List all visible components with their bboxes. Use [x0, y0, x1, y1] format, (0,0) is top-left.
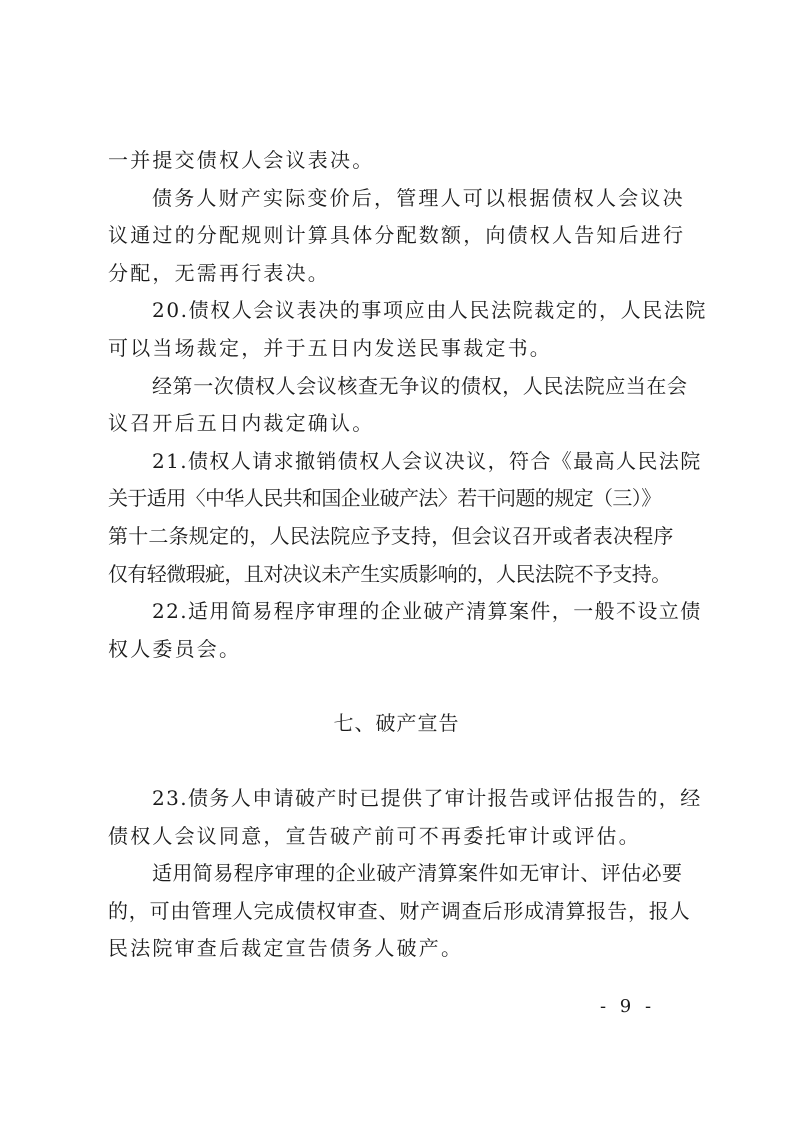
- paragraph-line: 经第一次债权人会议核查无争议的债权，人民法院应当在会: [152, 373, 688, 398]
- page-number: - 9 -: [600, 996, 656, 1017]
- paragraph-line: 21.债权人请求撤销债权人会议决议，符合《最高人民法院: [152, 448, 702, 473]
- paragraph-line: 民法院审查后裁定宣告债务人破产。: [108, 936, 464, 961]
- paragraph-line: 债务人财产实际变价后，管理人可以根据债权人会议决: [152, 185, 685, 210]
- paragraph-line: 议通过的分配规则计算具体分配数额，向债权人告知后进行: [108, 223, 686, 248]
- paragraph-line: 23.债务人申请破产时已提供了审计报告或评估报告的，经: [152, 786, 702, 810]
- paragraph-line: 债权人会议同意，宣告破产前可不再委托审计或评估。: [108, 823, 641, 848]
- paragraph-line: 第十二条规定的，人民法院应予支持，但会议召开或者表决程序: [108, 523, 674, 548]
- paragraph-line: 22.适用简易程序审理的企业破产清算案件，一般不设立债: [152, 599, 702, 624]
- paragraph-line: 可以当场裁定，并于五日内发送民事裁定书。: [108, 335, 552, 360]
- paragraph-line: 一并提交债权人会议表决。: [108, 148, 375, 172]
- paragraph-line: 议召开后五日内裁定确认。: [108, 411, 375, 436]
- paragraph-line: 的，可由管理人完成债权审查、财产调查后形成清算报告，报人: [108, 898, 691, 923]
- section-one-text: [108, 142, 708, 668]
- paragraph-line: 20.债权人会议表决的事项应由人民法院裁定的，人民法院: [152, 298, 708, 323]
- paragraph-line: 适用简易程序审理的企业破产清算案件如无审计、评估必要: [152, 861, 683, 886]
- paragraph-line: 关于适用〈中华人民共和国企业破产法〉若干问题的规定（三）》: [108, 486, 661, 511]
- section-heading: 七、破产宣告: [333, 711, 460, 735]
- paragraph-line: 仅有轻微瑕疵，且对决议未产生实质影响的，人民法院不予支持。: [108, 561, 671, 586]
- paragraph-line: 分配，无需再行表决。: [108, 260, 330, 285]
- paragraph-line: 权人委员会。: [108, 636, 242, 661]
- section-two-text: [108, 780, 702, 968]
